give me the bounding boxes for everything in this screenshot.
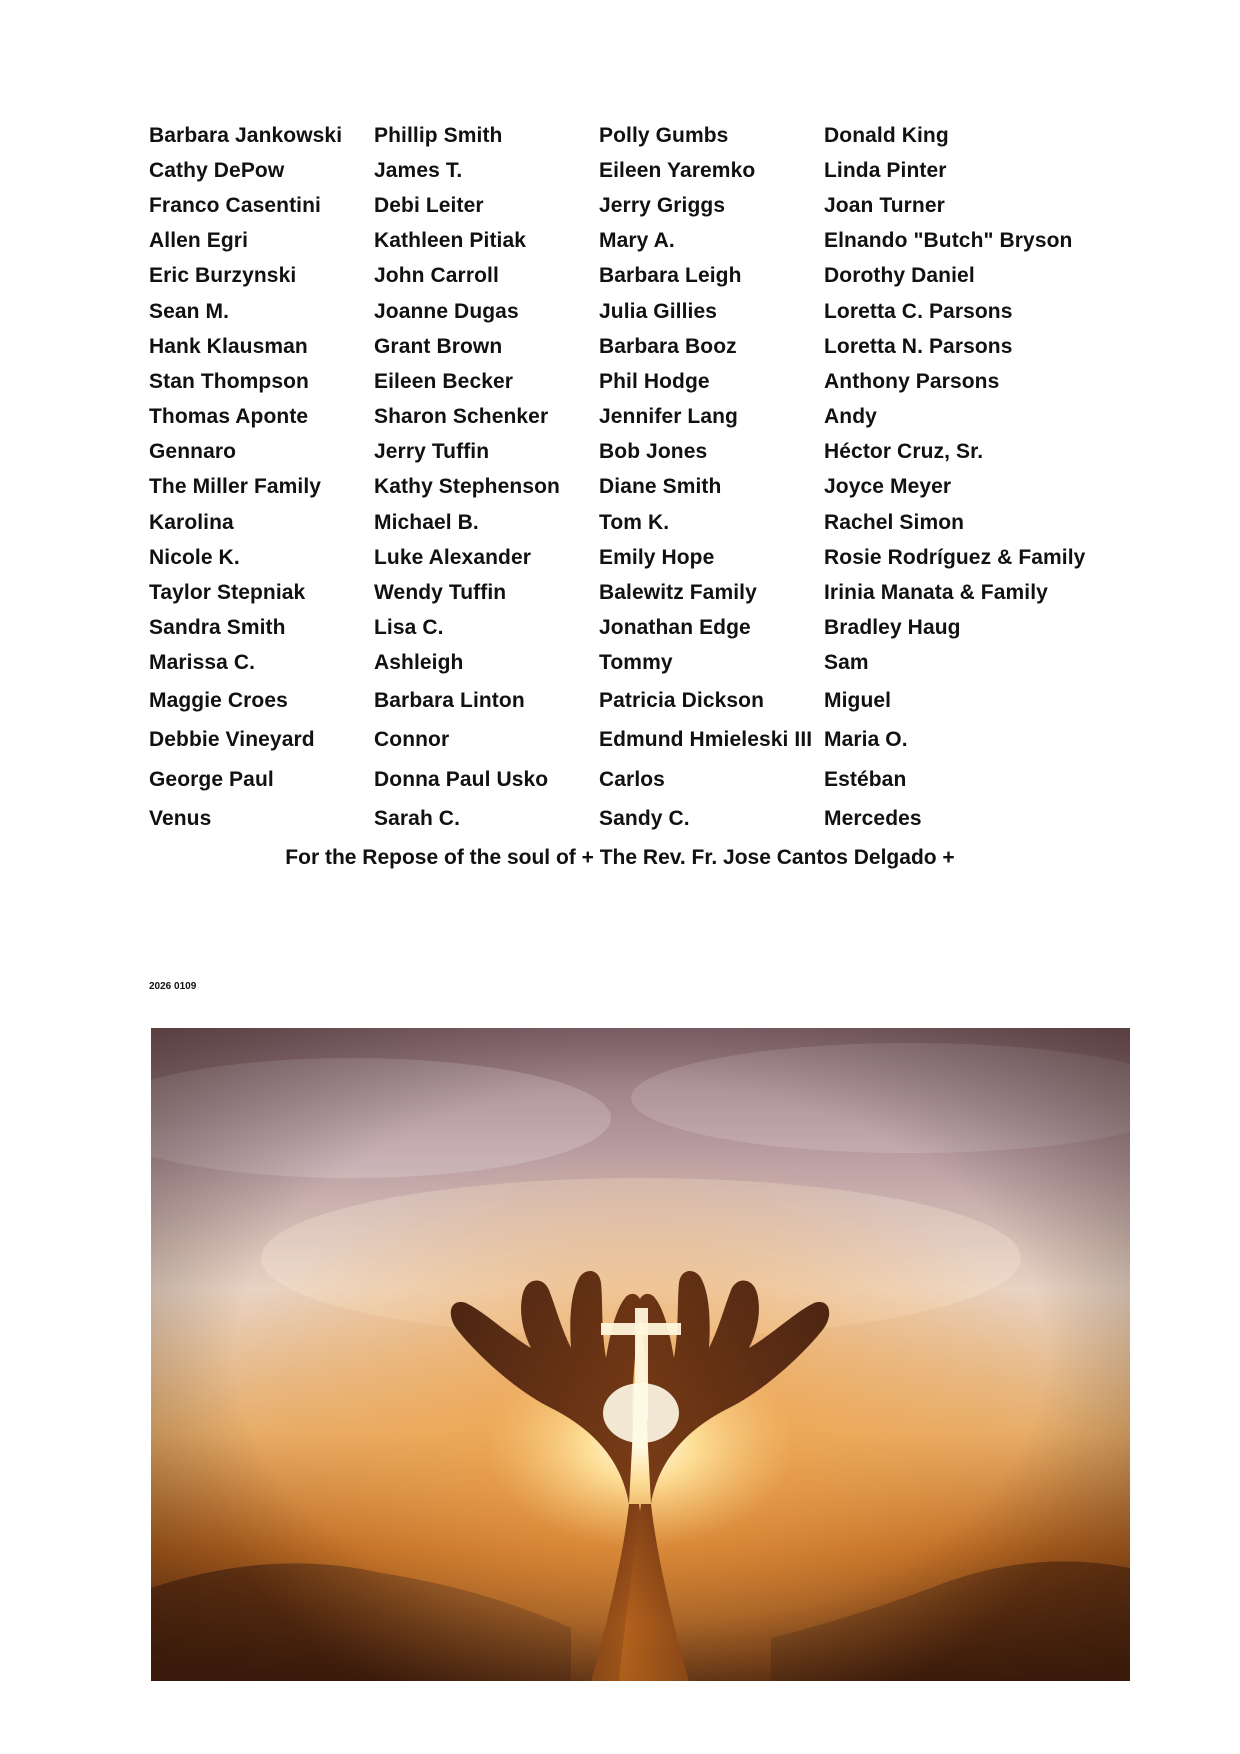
prayer-name: Michael B. bbox=[374, 510, 479, 534]
prayer-name: Barbara Jankowski bbox=[149, 123, 343, 147]
prayer-name: Phillip Smith bbox=[374, 123, 503, 147]
prayer-name: Debbie Vineyard bbox=[149, 728, 315, 752]
prayer-name: Julia Gillies bbox=[599, 299, 718, 323]
prayer-name: Joanne Dugas bbox=[374, 299, 519, 323]
prayer-name: Connor bbox=[374, 728, 450, 752]
prayer-name: Emily Hope bbox=[599, 545, 715, 569]
names-row bbox=[149, 575, 1049, 610]
prayer-name: Mary A. bbox=[599, 229, 675, 253]
prayer-name: Sean M. bbox=[149, 299, 230, 323]
names-row bbox=[149, 259, 1049, 294]
prayer-name: Karolina bbox=[149, 510, 234, 534]
prayer-name: Lisa C. bbox=[374, 616, 444, 640]
prayer-name: Balewitz Family bbox=[599, 581, 757, 605]
prayer-names-list bbox=[149, 118, 1086, 839]
prayer-name: Diane Smith bbox=[599, 475, 722, 499]
prayer-name: James T. bbox=[374, 158, 463, 182]
prayer-name: Ashleigh bbox=[374, 651, 464, 675]
names-row bbox=[149, 188, 1049, 223]
prayer-name: Irinia Manata & Family bbox=[824, 581, 1048, 605]
prayer-name: Allen Egri bbox=[149, 229, 249, 253]
prayer-name: Phil Hodge bbox=[599, 369, 710, 393]
names-row bbox=[149, 224, 1073, 259]
prayer-name: Jonathan Edge bbox=[599, 616, 751, 640]
prayer-name: Sandy C. bbox=[599, 807, 690, 831]
prayer-name: Marissa C. bbox=[149, 651, 256, 675]
prayer-name: Wendy Tuffin bbox=[374, 581, 507, 605]
names-row bbox=[149, 540, 1086, 575]
prayer-name: Estéban bbox=[824, 767, 907, 791]
prayer-name: Linda Pinter bbox=[824, 158, 947, 182]
prayer-name: Hank Klausman bbox=[149, 334, 308, 358]
prayer-name: Sam bbox=[824, 651, 869, 675]
prayer-name: The Miller Family bbox=[149, 475, 322, 499]
prayer-name: Barbara Booz bbox=[599, 334, 737, 358]
prayer-name: Sharon Schenker bbox=[374, 405, 549, 429]
prayer-name: Rosie Rodríguez & Family bbox=[824, 545, 1086, 569]
names-row bbox=[149, 721, 1049, 761]
photo-vignette bbox=[151, 1028, 1130, 1681]
prayer-name: Sarah C. bbox=[374, 807, 460, 831]
prayer-name: Jerry Tuffin bbox=[374, 440, 490, 464]
names-row bbox=[149, 153, 1049, 188]
prayer-name: Gennaro bbox=[149, 440, 237, 464]
names-row bbox=[149, 435, 1049, 470]
prayer-name: Donna Paul Usko bbox=[374, 767, 549, 791]
prayer-name: Tom K. bbox=[599, 510, 670, 534]
prayer-name: Tommy bbox=[599, 651, 673, 675]
names-row bbox=[149, 800, 1049, 840]
prayer-name: Bob Jones bbox=[599, 440, 708, 464]
prayer-name: Dorothy Daniel bbox=[824, 264, 975, 288]
names-row bbox=[149, 681, 1049, 721]
prayer-name: Grant Brown bbox=[374, 334, 503, 358]
prayer-name: Rachel Simon bbox=[824, 510, 965, 534]
prayer-name: Anthony Parsons bbox=[824, 369, 1000, 393]
prayer-name: Sandra Smith bbox=[149, 616, 286, 640]
prayer-name: Franco Casentini bbox=[149, 193, 321, 217]
prayer-name: Andy bbox=[824, 405, 877, 429]
prayer-name: Barbara Linton bbox=[374, 688, 525, 712]
prayer-name: George Paul bbox=[149, 767, 274, 791]
prayer-name: Joan Turner bbox=[824, 193, 945, 217]
bulletin-code: 2026 0109 bbox=[149, 981, 197, 992]
prayer-name: Elnando "Butch" Bryson bbox=[824, 229, 1073, 253]
prayer-name: Joyce Meyer bbox=[824, 475, 952, 499]
prayer-name: Jerry Griggs bbox=[599, 193, 726, 217]
praying-hands-cross-photo bbox=[151, 1028, 1130, 1681]
prayer-name: Nicole K. bbox=[149, 545, 240, 569]
prayer-name: Loretta N. Parsons bbox=[824, 334, 1013, 358]
prayer-name: Edmund Hmieleski III bbox=[599, 728, 813, 752]
prayer-name: Maria O. bbox=[824, 728, 908, 752]
prayer-name: Héctor Cruz, Sr. bbox=[824, 440, 984, 464]
names-row bbox=[149, 611, 1049, 646]
prayer-name: Bradley Haug bbox=[824, 616, 961, 640]
prayer-name: Eric Burzynski bbox=[149, 264, 297, 288]
prayer-name: Mercedes bbox=[824, 807, 922, 831]
prayer-name: Cathy DePow bbox=[149, 158, 285, 182]
prayer-name: Carlos bbox=[599, 767, 665, 791]
prayer-name: Donald King bbox=[824, 123, 949, 147]
prayer-name: Polly Gumbs bbox=[599, 123, 729, 147]
names-row bbox=[149, 294, 1049, 329]
prayer-name: Stan Thompson bbox=[149, 369, 309, 393]
prayer-name: Kathy Stephenson bbox=[374, 475, 560, 499]
prayer-name: Thomas Aponte bbox=[149, 405, 309, 429]
names-row bbox=[149, 470, 1049, 505]
prayer-name: Debi Leiter bbox=[374, 193, 484, 217]
names-row bbox=[149, 118, 1049, 153]
prayer-name: Kathleen Pitiak bbox=[374, 229, 527, 253]
prayer-name: Eileen Becker bbox=[374, 369, 514, 393]
names-row bbox=[149, 646, 1049, 681]
prayer-name: Luke Alexander bbox=[374, 545, 532, 569]
repose-dedication: For the Repose of the soul of + The Rev. Fr. Jose Cantos Delgado + bbox=[285, 846, 955, 869]
names-row bbox=[149, 760, 1049, 800]
names-row bbox=[149, 400, 1049, 435]
prayer-name: John Carroll bbox=[374, 264, 499, 288]
prayer-name: Barbara Leigh bbox=[599, 264, 742, 288]
prayer-name: Eileen Yaremko bbox=[599, 158, 756, 182]
prayer-name: Loretta C. Parsons bbox=[824, 299, 1013, 323]
prayer-name: Taylor Stepniak bbox=[149, 581, 306, 605]
prayer-name: Patricia Dickson bbox=[599, 688, 765, 712]
names-row bbox=[149, 505, 1049, 540]
prayer-name: Venus bbox=[149, 807, 212, 831]
prayer-name: Jennifer Lang bbox=[599, 405, 738, 429]
names-row bbox=[149, 364, 1049, 399]
names-row bbox=[149, 329, 1049, 364]
prayer-name: Miguel bbox=[824, 688, 892, 712]
prayer-name: Maggie Croes bbox=[149, 688, 288, 712]
